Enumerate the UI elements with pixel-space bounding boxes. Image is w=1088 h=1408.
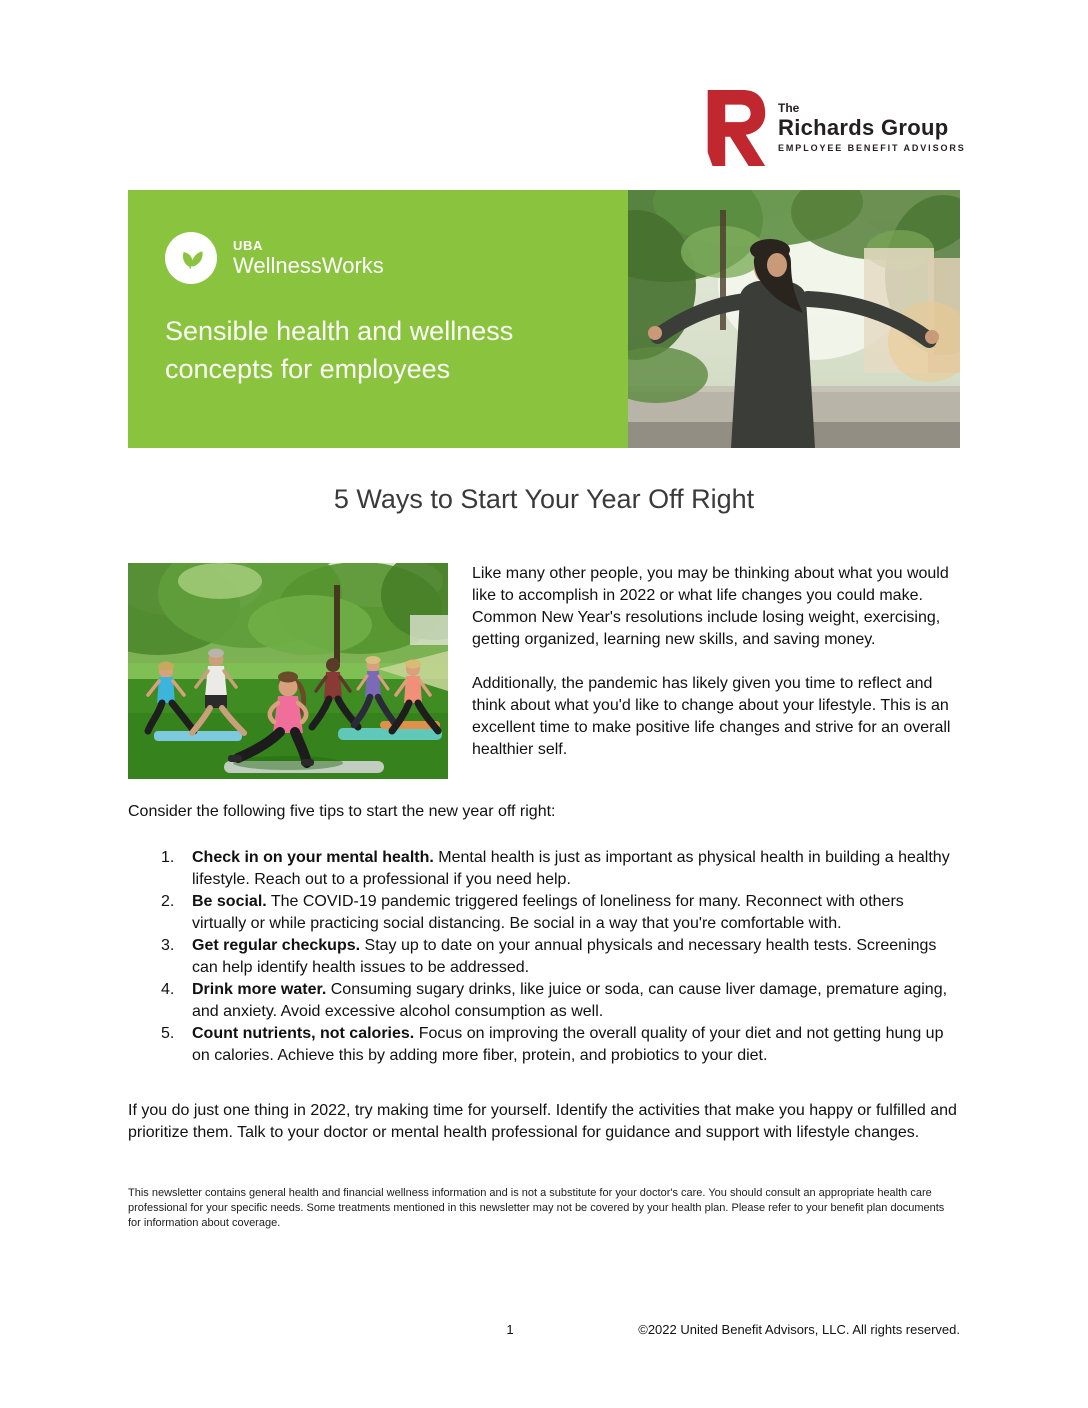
tip-detail: Mental health is just as important as physical health in building a healthy lifestyle. Reach out to a professional if you need help. [192, 849, 950, 888]
tip-lead: Get regular checkups. [192, 937, 361, 954]
tip-lead: Count nutrients, not calories. [192, 1025, 415, 1042]
brand-words [233, 238, 384, 278]
uba-wellnessworks-brand [165, 232, 598, 284]
wellnessworks-banner [128, 190, 960, 448]
tip-text [192, 979, 960, 1023]
tip-lead: Check in on your mental health. [192, 849, 434, 866]
list-item [128, 1023, 960, 1067]
list-item [128, 935, 960, 979]
tip-detail: Consuming sugary drinks, like juice or soda, can cause liver damage, premature aging, and anxiety. Avoid excessive alcohol consumption as well. [192, 981, 948, 1020]
intro-paragraph-2: Additionally, the pandemic has likely given you time to reflect and think about what you'd like to change about your lifestyle. This is an excellent time to make positive life changes and strive for an overall healthier self. [472, 675, 951, 758]
banner-headline [165, 312, 598, 388]
list-item [128, 979, 960, 1023]
tip-text [192, 1023, 960, 1067]
tip-number: 2. [161, 893, 175, 910]
brand-circle [165, 232, 217, 284]
tips-list [128, 847, 960, 1067]
disclaimer-text: This newsletter contains general health and financial wellness information and is not a substitute for your doctor's care. You should consult an appropriate health care professional for your specific needs. Some treatments mentioned in this newsletter may not be covered by your health plan. Please refer to your benefit plan documents for information about coverage. [128, 1187, 945, 1229]
tip-number: 5. [161, 1025, 175, 1042]
tip-text [192, 935, 960, 979]
intro-paragraph-1: Like many other people, you may be thinking about what you would like to accomplish in 2022 or what life changes you could make. Common New Year's resolutions include losing weight, exercising, getting organized, learning new skills, and saving money. [472, 565, 949, 648]
uba-label: UBA [233, 238, 263, 253]
tip-number: 3. [161, 937, 175, 954]
logo-name-label: Richards Group [778, 115, 949, 140]
tip-text [192, 847, 960, 891]
closing-paragraph: If you do just one thing in 2022, try making time for yourself. Identify the activities that make you happy or fulfilled and prioritize them. Talk to your doctor or mental health professional for guidance and support with lifestyle changes. [128, 1102, 957, 1141]
tip-lead: Drink more water. [192, 981, 327, 998]
tip-detail: The COVID-19 pandemic triggered feelings of loneliness for many. Reconnect with others virtually or while practicing social distancing. Be social in a way that you're comfortable with. [192, 893, 904, 932]
intro-text-column [472, 563, 960, 779]
page-number: 1 [506, 1322, 514, 1337]
tip-number: 4. [161, 981, 175, 998]
group-exercise-photo [128, 563, 448, 779]
tip-detail: Stay up to date on your annual physicals and necessary health tests. Screenings can help identify health issues to be addressed. [192, 937, 937, 976]
richards-group-logo [702, 88, 966, 166]
logo-tagline-label: EMPLOYEE BENEFIT ADVISORS [778, 143, 966, 153]
copyright-text: ©2022 United Benefit Advisors, LLC. All rights reserved. [638, 1322, 960, 1337]
consider-line: Consider the following five tips to start the new year off right: [128, 803, 556, 820]
tip-detail: Focus on improving the overall quality of your diet and not getting hung up on calories. Achieve this by adding more fiber, protein, and probiotics to your diet. [192, 1025, 944, 1064]
banner-green-panel [128, 190, 628, 448]
tip-text [192, 891, 960, 935]
list-item [128, 891, 960, 935]
wellnessworks-label: WellnessWorks [233, 253, 384, 278]
banner-headline-line2: concepts for employees [165, 354, 451, 384]
intro-section [128, 563, 960, 779]
r-mark-icon [702, 88, 766, 166]
page-title: 5 Ways to Start Your Year Off Right [333, 484, 755, 514]
leaf-icon [175, 242, 207, 274]
tip-number: 1. [161, 849, 175, 866]
banner-photo-businesswoman [628, 190, 960, 448]
logo-the-label: The [778, 101, 800, 115]
richards-group-wordmark [778, 88, 966, 154]
list-item [128, 847, 960, 891]
banner-headline-line1: Sensible health and wellness [165, 316, 514, 346]
tip-lead: Be social. [192, 893, 267, 910]
